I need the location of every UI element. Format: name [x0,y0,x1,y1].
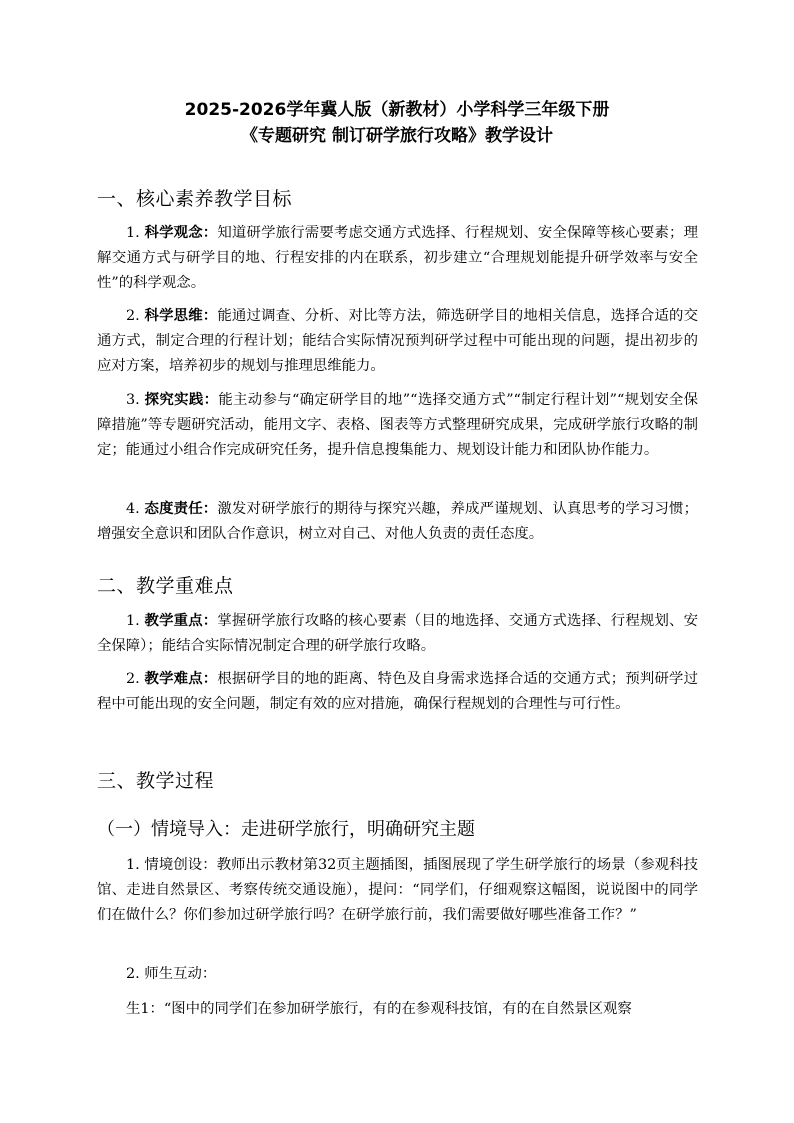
item-label: 科学观念： [144,225,218,241]
objective-item-4 [97,497,698,547]
item-number: 2. [126,671,140,687]
item-text: 掌握研学旅行攻略的核心要素（目的地选择、交通方式选择、行程规划、安全保障）；能结合实际情况制定合理的研学旅行攻略。 [97,613,698,654]
item-label: 教学难点： [144,671,218,687]
process-paragraph-2: 2. 师生互动： [126,966,217,982]
item-text: 根据研学目的地的距离、特色及自身需求选择合适的交通方式；预判研学过程中可能出现的安全问题，制定有效的应对措施，确保行程规划的合理性与可行性。 [97,671,698,712]
item-text: 激发对研学旅行的期待与探究兴趣，养成严谨规划、认真思考的学习习惯；增强安全意识和团队合作意识，树立对自己、对他人负责的责任态度。 [97,501,698,542]
item-label: 探究实践： [144,392,219,408]
item-text: 能主动参与“确定研学目的地”“选择交通方式”“制定行程计划”“规划安全保障措施”等专题研究活动，能用文字、表格、图表等方式整理研究成果，完成研学旅行攻略的制定；能通过小组合作完成研究任务，提升信息搜集能力、规划设计能力和团队协作能力。 [97,392,698,458]
item-number: 3. [126,392,140,408]
section-heading-key-points: 二、教学重难点 [97,575,234,597]
item-label: 科学思维： [144,308,218,324]
key-point-item-2 [97,667,698,717]
item-label: 态度责任： [144,501,218,517]
item-label: 教学重点： [144,613,218,629]
process-paragraph-1: 1. 情境创设：教师出示教材第32页主题插图，插图展现了学生研学旅行的场景（参观科技馆、走进自然景区、考察传统交通设施），提问：“同学们，仔细观察这幅图，说说图中的同学们在做什么？你们参加过研学旅行吗？在研学旅行前，我们需要做好哪些准备工作？” [97,857,698,923]
document-title-line-2: 《专题研究 制订研学旅行攻略》教学设计 [241,126,553,146]
section-heading-process: 三、教学过程 [97,770,215,792]
item-number: 1. [126,225,140,241]
item-text: 能通过调查、分析、对比等方法，筛选研学目的地相关信息，选择合适的交通方式，制定合理的行程计划；能结合实际情况预判研学过程中可能出现的问题，提出初步的应对方案，培养初步的规划与推理思维能力。 [97,308,698,374]
section-heading-objectives: 一、核心素养教学目标 [97,188,293,210]
document-title-line-1: 2025-2026学年冀人版（新教材）小学科学三年级下册 [184,100,610,120]
item-number: 1. [126,613,140,629]
item-text: 知道研学旅行需要考虑交通方式选择、行程规划、安全保障等核心要素；理解交通方式与研学目的地、行程安排的内在联系，初步建立“合理规划能提升研学效率与安全性”的科学观念。 [97,225,698,291]
process-paragraph-3: 生1：“图中的同学们在参加研学旅行，有的在参观科技馆，有的在自然景区观察 [126,1001,632,1017]
objective-item-1 [97,221,698,296]
key-point-item-1 [97,609,698,659]
item-number: 4. [126,501,140,517]
item-number: 2. [126,308,140,324]
objective-item-2 [97,304,698,379]
objective-item-3 [97,388,698,463]
subsection-heading-intro: （一）情境导入：走进研学旅行，明确研究主题 [97,819,475,840]
